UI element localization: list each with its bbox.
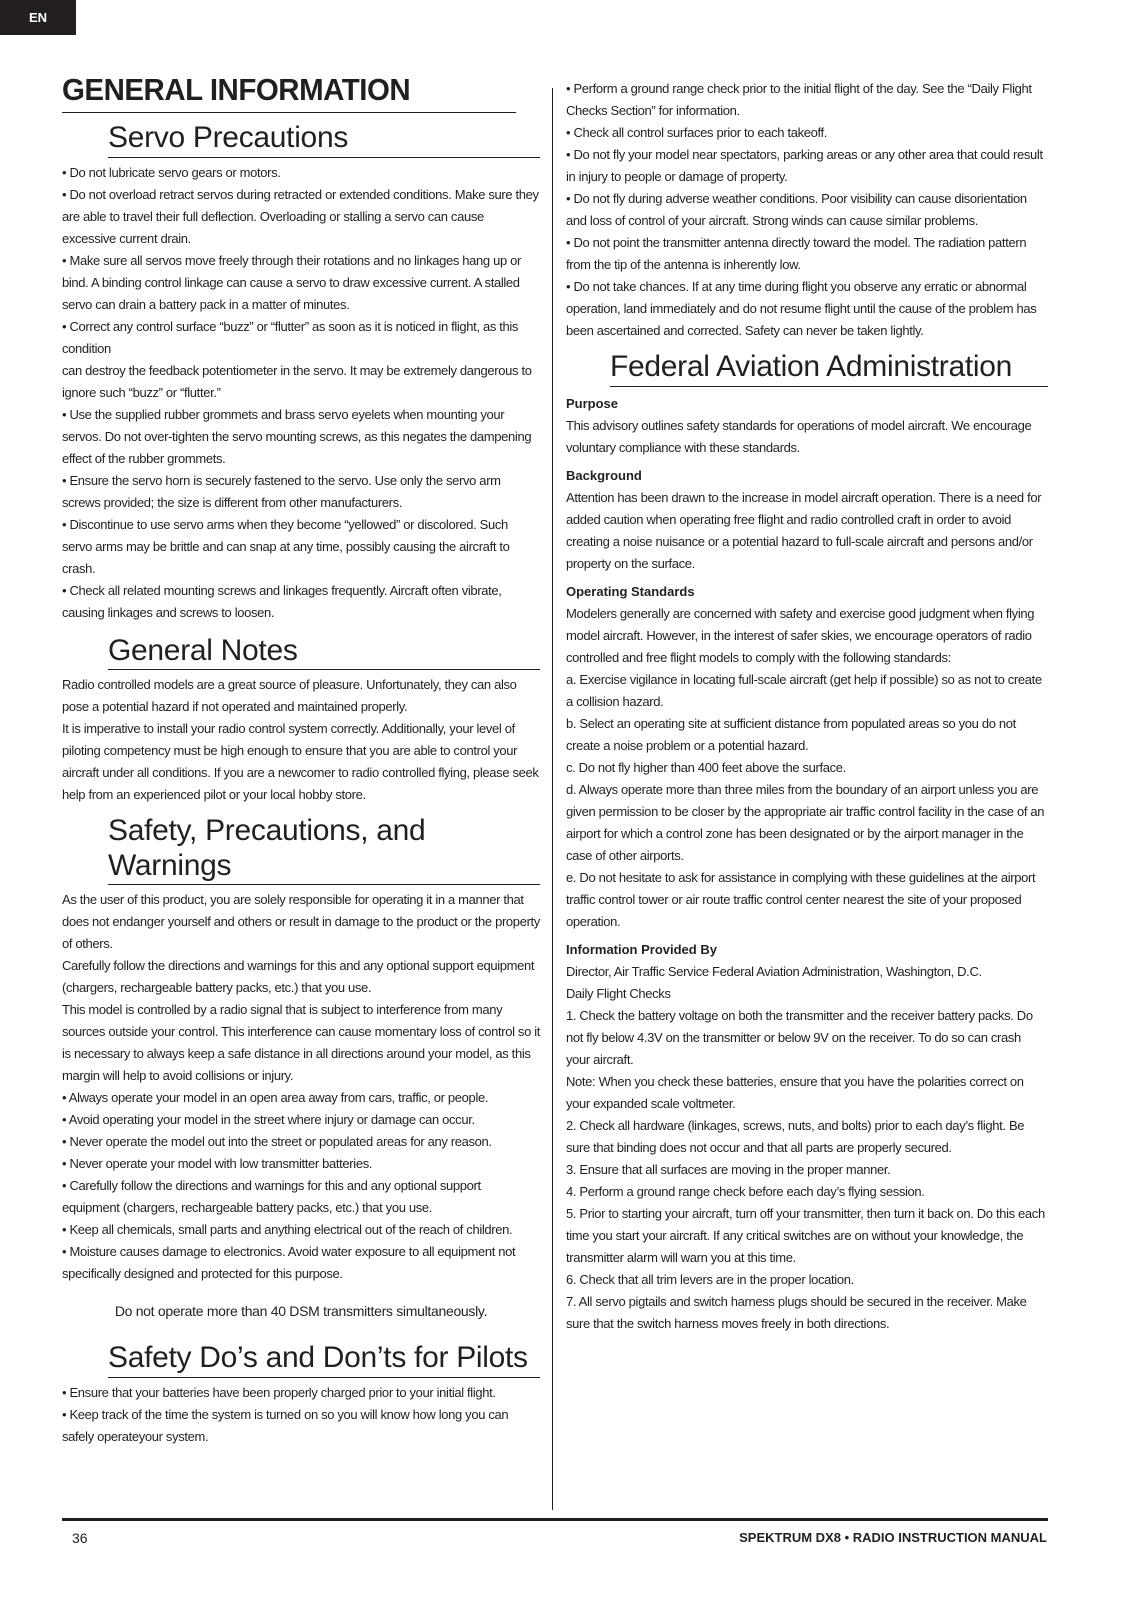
paragraph: • Never operate your model with low transmitter batteries. (62, 1156, 373, 1171)
paragraph: • Ensure that your batteries have been properly charged prior to your initial flight. (62, 1384, 496, 1400)
paragraph: As the user of this product, you are solely responsible for operating it in a manner that does not endanger yourself and others or result in damage to the product or the property of others. (62, 892, 540, 951)
language-tab: EN (0, 0, 76, 35)
paragraph: 4. Perform a ground range check before each day’s flying session. (566, 1183, 925, 1199)
paragraph: 7. All servo pigtails and switch harness plugs should be secured in the receiver. Make sure that the switch harness moves freely in both directions. (566, 1293, 1027, 1331)
paragraph: e. Do not hesitate to ask for assistance in complying with these guidelines at the airport traffic control tower or air route traffic control center nearest the site of your proposed operation. (566, 869, 1036, 929)
pilot-dos-donts-body (62, 1382, 540, 1448)
paragraph: • Never operate the model out into the street or populated areas for any reason. (62, 1134, 492, 1149)
paragraph: b. Select an operating site at sufficient distance from populated areas so you do not create a noise problem or a potential hazard. (566, 715, 1016, 753)
footer-rule (62, 1518, 1048, 1521)
servo-precautions-body (62, 162, 540, 624)
paragraph: • Keep track of the time the system is turned on so you will know how long you can safely operateyour system. (62, 1406, 509, 1444)
servo-precautions-heading: Servo Precautions (108, 121, 540, 158)
paragraph: Note: When you check these batteries, ensure that you have the polarities correct on your expanded scale voltmeter. (566, 1073, 1024, 1111)
paragraph: d. Always operate more than three miles from the boundary of an airport unless you are given permission to be closer by the appropriate air traffic control facility in the case of an airport for which a control zone has been designated or by the airport manager in the case of other airports. (566, 781, 1045, 863)
paragraph: • Always operate your model in an open area away from cars, traffic, or people. (62, 1090, 489, 1105)
paragraph: Director, Air Traffic Service Federal Aviation Administration, Washington, D.C. (566, 963, 982, 979)
paragraph: 6. Check that all trim levers are in the proper location. (566, 1271, 854, 1287)
paragraph: Carefully follow the directions and warnings for this and any optional support equipment (chargers, rechargeable battery packs, etc.) that you use. (62, 958, 535, 995)
paragraph: • Keep all chemicals, small parts and anything electrical out of the reach of children. (62, 1222, 513, 1237)
right-column (566, 78, 1048, 1335)
paragraph: • Do not fly during adverse weather conditions. Poor visibility can cause disorientation and loss of control of your aircraft. Strong winds can cause similar problems. (566, 191, 1027, 228)
general-notes-body (62, 674, 540, 806)
paragraph: • Ensure the servo horn is securely fastened to the servo. Use only the servo arm screws provided; the size is different from other manufacturers. (62, 472, 501, 510)
paragraph: • Moisture causes damage to electronics. Avoid water exposure to all equipment not specifically designed and protected for this purpose. (62, 1244, 516, 1281)
paragraph: • Do not lubricate servo gears or motors. (62, 164, 281, 180)
paragraph: It is imperative to install your radio control system correctly. Additionally, your level of piloting competency must be high enough to ensure that you are able to control your aircraft under all conditions. If you are a newcomer to radio controlled flying, please seek help from an experienced pilot or your local hobby store. (62, 721, 539, 802)
paragraph: a. Exercise vigilance in locating full-scale aircraft (get help if possible) so as not to create a collision hazard. (566, 671, 1042, 709)
paragraph: • Make sure all servos move freely through their rotations and no linkages hang up or bind. A binding control linkage can cause a servo to draw excessive current. A stalled servo can drain a battery pack in a matter of minutes. (62, 252, 521, 312)
paragraph: c. Do not fly higher than 400 feet above the surface. (566, 759, 846, 775)
paragraph: This advisory outlines safety standards for operations of model aircraft. We encourage voluntary compliance with these standards. (566, 417, 1032, 455)
paragraph: • Do not point the transmitter antenna directly toward the model. The radiation pattern from the tip of the antenna is inherently low. (566, 235, 1027, 272)
left-column (62, 72, 540, 1448)
paragraph: • Do not overload retract servos during retracted or extended conditions. Make sure they are able to travel their full deflection. Overloading or stalling a servo can cause excessive current drain. (62, 186, 539, 246)
general-notes-heading: General Notes (108, 634, 540, 671)
paragraph: • Carefully follow the directions and warnings for this and any optional support equipment (chargers, rechargeable battery packs, etc.) that you use. (62, 1178, 481, 1215)
paragraph: • Avoid operating your model in the street where injury or damage can occur. (62, 1112, 475, 1127)
pilot-guidelines-continued (566, 78, 1048, 342)
paragraph: 1. Check the battery voltage on both the transmitter and the receiver battery packs. Do not fly below 4.3V on the transmitter or below 9V on the receiver. To do so can crash your aircraft. (566, 1007, 1033, 1067)
paragraph: 3. Ensure that all surfaces are moving in the proper manner. (566, 1161, 891, 1177)
page-title: GENERAL INFORMATION (62, 72, 516, 113)
background-subheading: Background (566, 467, 642, 483)
paragraph: can destroy the feedback potentiometer in the servo. It may be extremely dangerous to ignore such “buzz” or “flutter.” (62, 362, 532, 400)
column-divider (552, 88, 553, 1510)
paragraph: Radio controlled models are a great source of pleasure. Unfortunately, they can also pose a potential hazard if not operated and maintained properly. (62, 677, 517, 714)
paragraph: • Correct any control surface “buzz” or “flutter” as soon as it is noticed in flight, as this condition (62, 318, 519, 356)
paragraph: • Check all control surfaces prior to each takeoff. (566, 125, 828, 140)
paragraph: This model is controlled by a radio signal that is subject to interference from many sources outside your control. This interference can cause momentary loss of control so it is necessary to always keep a safe distance in all directions around your model, as this margin will help to avoid collisions or injury. (62, 1002, 541, 1083)
paragraph: Modelers generally are concerned with safety and exercise good judgment when flying model aircraft. However, in the interest of safer skies, we encourage operators of radio controlled and free flight models to comply with the following standards: (566, 605, 1035, 665)
dsm-transmitter-note: Do not operate more than 40 DSM transmitters simultaneously. (114, 1303, 488, 1319)
paragraph: Daily Flight Checks (566, 985, 671, 1001)
pilot-dos-donts-heading: Safety Do’s and Don’ts for Pilots (108, 1341, 540, 1378)
paragraph: • Do not fly your model near spectators, parking areas or any other area that could result in injury to people or damage of property. (566, 147, 1043, 184)
information-provided-by-subheading: Information Provided By (566, 941, 717, 957)
paragraph: 2. Check all hardware (linkages, screws, nuts, and bolts) prior to each day’s flight. Be sure that binding does not occur and that all parts are properly secured. (566, 1117, 1025, 1155)
page-number: 36 (72, 1530, 88, 1546)
paragraph: • Perform a ground range check prior to the initial flight of the day. See the “Daily Flight Checks Section” for information. (566, 81, 1032, 118)
operating-standards-subheading: Operating Standards (566, 583, 695, 599)
faa-heading: Federal Aviation Administration (610, 350, 1048, 387)
paragraph: • Do not take chances. If at any time during flight you observe any erratic or abnormal operation, land immediately and do not resume flight until the cause of the problem has been ascertained and corrected. Safety can never be taken lightly. (566, 279, 1037, 338)
safety-warnings-heading: Safety, Precautions, and Warnings (108, 814, 540, 885)
paragraph: • Use the supplied rubber grommets and brass servo eyelets when mounting your servos. Do not over-tighten the servo mounting screws, as this negates the dampening effect of the rubber grommets. (62, 406, 532, 466)
paragraph: • Check all related mounting screws and linkages frequently. Aircraft often vibrate, causing linkages and screws to loosen. (62, 582, 502, 620)
paragraph: 5. Prior to starting your aircraft, turn off your transmitter, then turn it back on. Do this each time you start your aircraft. If any critical switches are on without your knowledge, the transmitter alarm will warn you at this time. (566, 1205, 1045, 1265)
paragraph: Attention has been drawn to the increase in model aircraft operation. There is a need for added caution when operating free flight and radio controlled craft in order to avoid creating a noise nuisance or a potential hazard to full-scale aircraft and persons and/or property on the surface. (566, 489, 1042, 571)
footer-title: SPEKTRUM DX8 • RADIO INSTRUCTION MANUAL (739, 1530, 1047, 1545)
paragraph: • Discontinue to use servo arms when they become “yellowed” or discolored. Such servo arms may be brittle and can snap at any time, possibly causing the aircraft to crash. (62, 516, 510, 576)
safety-warnings-body (62, 889, 540, 1285)
purpose-subheading: Purpose (566, 395, 619, 411)
